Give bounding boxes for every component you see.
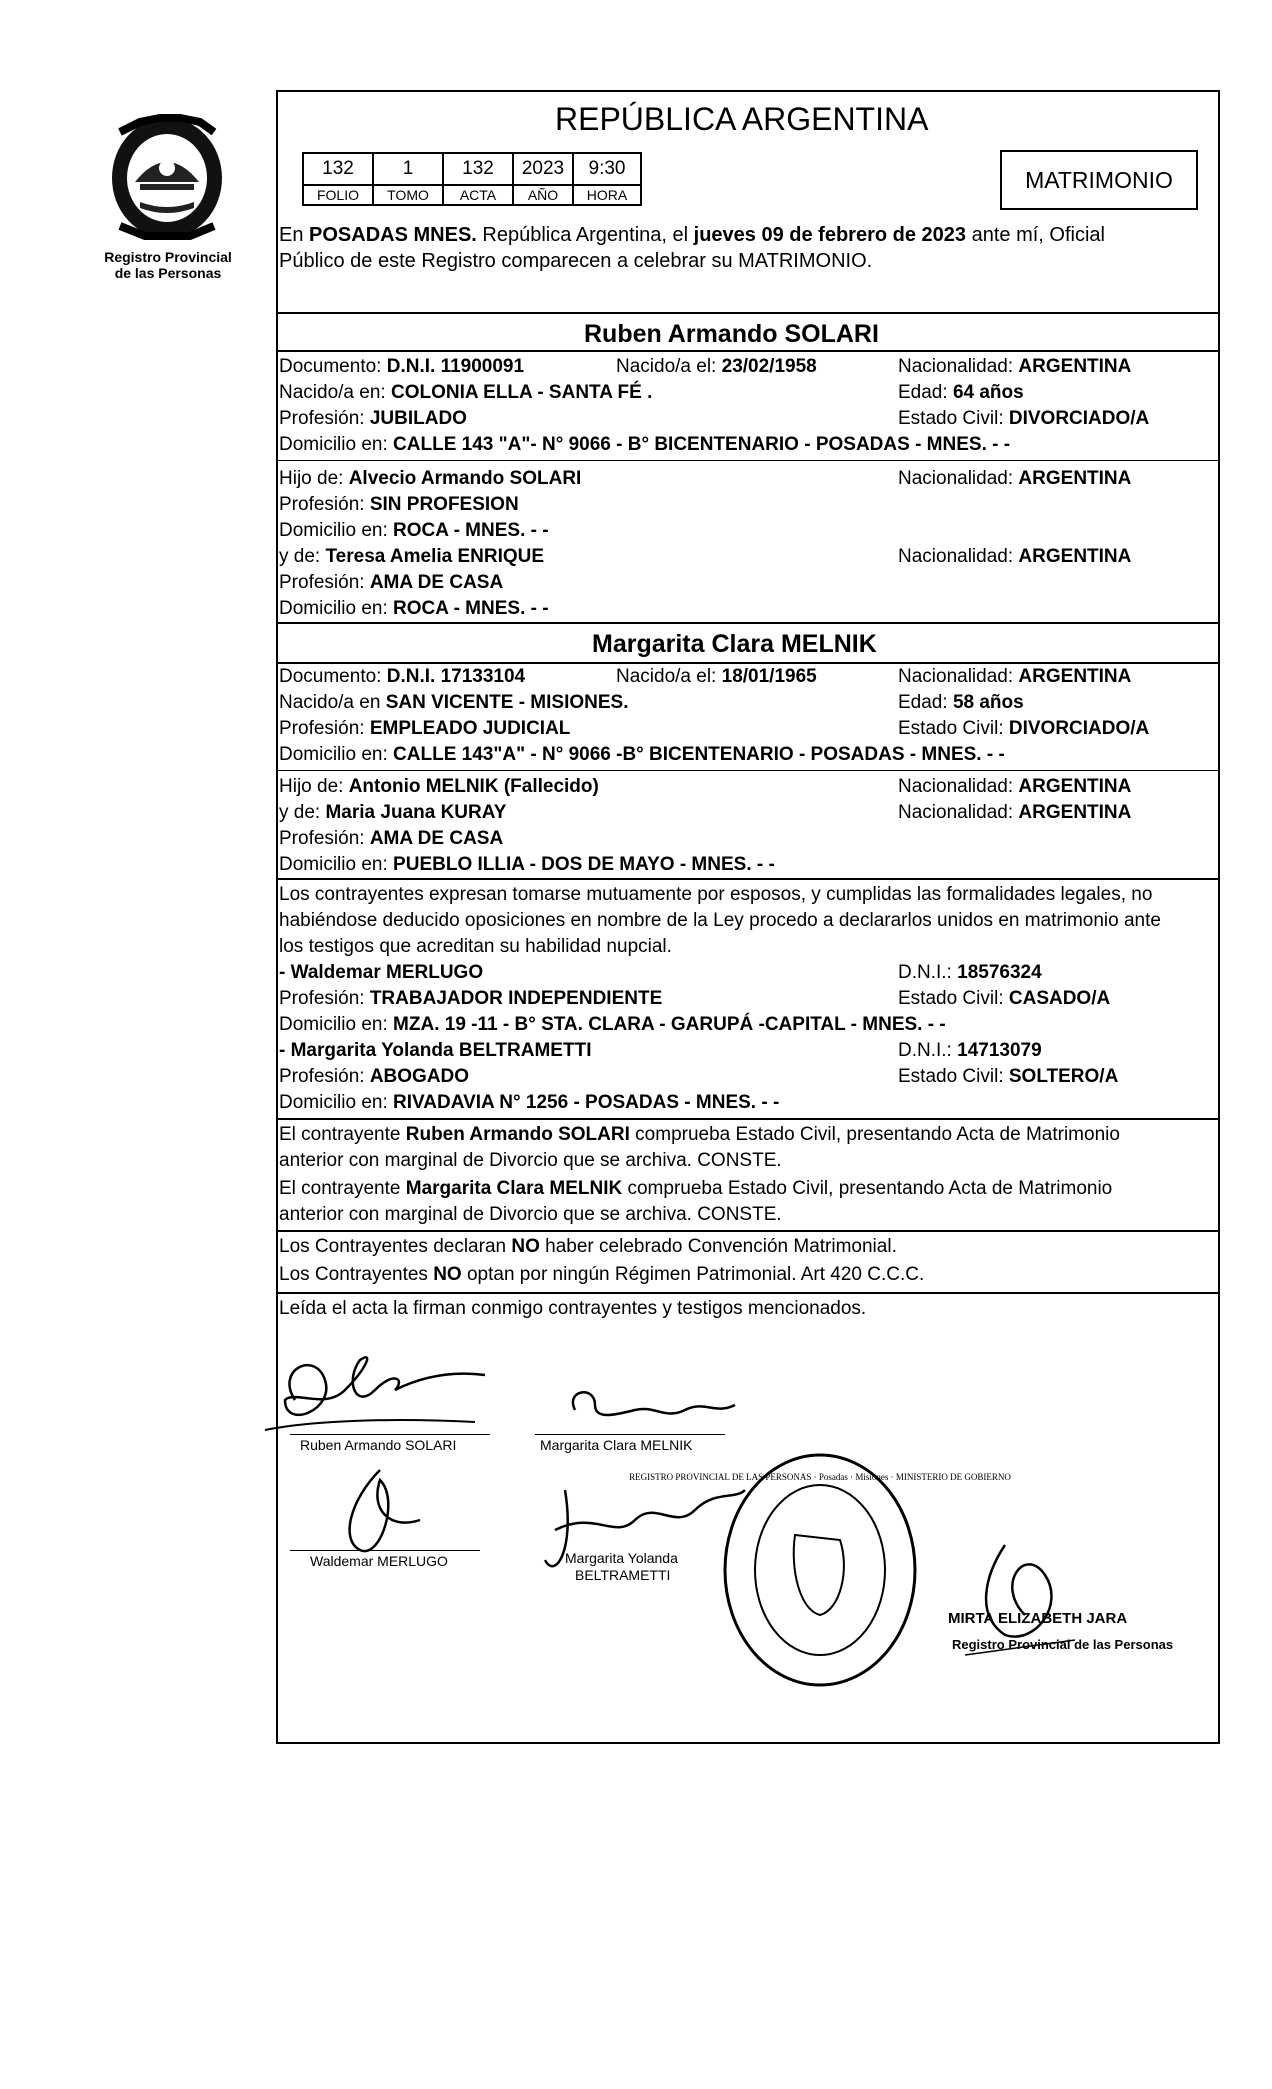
- registry-name-line1: Registro Provincial: [104, 249, 232, 265]
- tomo-label: TOMO: [373, 185, 443, 205]
- groom-born-row: [616, 356, 817, 378]
- declaration-line1: Los contrayentes expresan tomarse mutuamente por esposos, y cumplidas las formalidades legales, no: [279, 884, 1153, 905]
- witness1-address: MZA. 19 -11 - B° STA. CLARA - GARUPÁ -CAPITAL - MNES. - -: [393, 1014, 946, 1035]
- bride-nationality: ARGENTINA: [1018, 666, 1132, 687]
- label: Domicilio en:: [279, 520, 394, 541]
- text: comprueba Estado Civil, presentando Acta de Matrimonio: [629, 1124, 1120, 1145]
- groom-mother-nationality: ARGENTINA: [1018, 546, 1132, 567]
- label: Profesión:: [279, 1066, 370, 1087]
- witness1-civil-status: CASADO/A: [1008, 988, 1111, 1009]
- bride-mother-nationality: ARGENTINA: [1018, 802, 1132, 823]
- groom-age-row: [898, 382, 1024, 404]
- groom-mother-row: [279, 546, 544, 568]
- intro-place: POSADAS MNES.: [309, 224, 477, 246]
- groom-birthdate: 23/02/1958: [721, 356, 817, 377]
- page-title: REPÚBLICA ARGENTINA: [555, 101, 929, 137]
- label: Domicilio en:: [279, 434, 394, 455]
- witness1-profession: TRABAJADOR INDEPENDIENTE: [369, 988, 663, 1009]
- groom-profession: JUBILADO: [369, 408, 467, 429]
- regime-line-a: [279, 1236, 897, 1258]
- label: Nacionalidad:: [898, 802, 1019, 823]
- anio-value: 2023: [513, 153, 573, 185]
- hora-label: HORA: [573, 185, 641, 205]
- groom-father-nat-row: [898, 468, 1131, 490]
- civil-proof-b-line2: anterior con marginal de Divorcio que se archiva. CONSTE.: [279, 1204, 782, 1225]
- bride-birthplace-row: [279, 692, 629, 714]
- label: y de:: [279, 546, 326, 567]
- label: Estado Civil:: [898, 718, 1009, 739]
- label: Estado Civil:: [898, 1066, 1009, 1087]
- groom-mother-nat-row: [898, 546, 1131, 568]
- text: comprueba Estado Civil, presentando Acta de Matrimonio: [622, 1178, 1113, 1199]
- label: Domicilio en:: [279, 1092, 394, 1113]
- text: El contrayente: [279, 1178, 406, 1199]
- label: Documento:: [279, 666, 387, 687]
- groom-nat-row: [898, 356, 1131, 378]
- bride-age: 58 años: [952, 692, 1024, 713]
- anio-label: AÑO: [513, 185, 573, 205]
- bride-father-nationality: ARGENTINA: [1018, 776, 1132, 797]
- text: haber celebrado Convención Matrimonial.: [539, 1236, 897, 1257]
- stamp-text: REGISTRO PROVINCIAL DE LAS PERSONAS · Posadas · Misiones · MINISTERIO DE GOBIERNO: [629, 1472, 1011, 1482]
- label: Profesión:: [279, 494, 370, 515]
- text: Los Contrayentes declaran: [279, 1236, 512, 1257]
- bride-father: Antonio MELNIK (Fallecido): [348, 776, 599, 797]
- act-type-box: MATRIMONIO: [1000, 150, 1198, 210]
- groom-father: Alvecio Armando SOLARI: [348, 468, 582, 489]
- label: Profesión:: [279, 718, 370, 739]
- witness2-prof-row: [279, 1066, 469, 1088]
- official-registry-stamp: [629, 1440, 1011, 1700]
- closing-statement: Leída el acta la firman conmigo contrayentes y testigos mencionados.: [279, 1298, 867, 1319]
- intro-text: República Argentina, el: [476, 224, 694, 246]
- bride-mother: Maria Juana KURAY: [325, 802, 507, 823]
- bride-addr-row: [279, 744, 1005, 766]
- witness2-signature-label-1: Margarita Yolanda: [565, 1550, 678, 1566]
- witness2-profession: ABOGADO: [369, 1066, 470, 1087]
- intro-text: En: [279, 224, 310, 246]
- groom-civil-status: DIVORCIADO/A: [1008, 408, 1150, 429]
- bride-signature: [555, 1380, 755, 1440]
- bride-birthplace: SAN VICENTE - MISIONES.: [385, 692, 629, 713]
- witness2-address: RIVADAVIA N° 1256 - POSADAS - MNES. - -: [393, 1092, 780, 1113]
- witness2-civil-row: [898, 1066, 1118, 1088]
- label: y de:: [279, 802, 326, 823]
- bride-born-row: [616, 666, 817, 688]
- groom-birthplace: COLONIA ELLA - SANTA FÉ .: [390, 382, 653, 403]
- civil-proof-a-line2: anterior con marginal de Divorcio que se archiva. CONSTE.: [279, 1150, 782, 1171]
- acta-label: ACTA: [443, 185, 513, 205]
- label: Domicilio en:: [279, 744, 394, 765]
- bride-nat-row: [898, 666, 1131, 688]
- groom-father-prof-row: [279, 494, 519, 516]
- witness1-name: Waldemar MERLUGO: [290, 962, 484, 983]
- groom-name-ref: Ruben Armando SOLARI: [405, 1124, 630, 1145]
- groom-father-address: ROCA - MNES. - -: [393, 520, 549, 541]
- groom-father-nationality: ARGENTINA: [1018, 468, 1132, 489]
- witness1-signature-label: Waldemar MERLUGO: [310, 1553, 448, 1569]
- declaration-line3: los testigos que acreditan su habilidad nupcial.: [279, 936, 672, 957]
- label: D.N.I.:: [898, 962, 958, 983]
- bride-mother-profession: AMA DE CASA: [369, 828, 504, 849]
- groom-mother-prof-row: [279, 572, 503, 594]
- bride-address: CALLE 143"A" - N° 9066 -B° BICENTENARIO - POSADAS - MNES. - -: [393, 744, 1005, 765]
- tomo-value: 1: [373, 153, 443, 185]
- groom-father-profession: SIN PROFESION: [369, 494, 519, 515]
- groom-birthplace-row: [279, 382, 652, 404]
- groom-mother: Teresa Amelia ENRIQUE: [325, 546, 545, 567]
- groom-signature-label: Ruben Armando SOLARI: [300, 1437, 457, 1453]
- label: Edad:: [898, 692, 953, 713]
- bride-dni: D.N.I. 17133104: [386, 666, 526, 687]
- label: Hijo de:: [279, 776, 349, 797]
- groom-doc-row: [279, 356, 524, 378]
- text: NO: [433, 1264, 462, 1285]
- witness2-signature-label-2: BELTRAMETTI: [575, 1567, 671, 1583]
- label: Domicilio en:: [279, 1014, 394, 1035]
- label: D.N.I.:: [898, 1040, 958, 1061]
- bride-mother-nat-row: [898, 802, 1131, 824]
- label: Nacionalidad:: [898, 546, 1019, 567]
- label: Nacionalidad:: [898, 468, 1019, 489]
- hora-value: 9:30: [573, 153, 641, 185]
- bride-prof-row: [279, 718, 570, 740]
- witness2-name-row: [279, 1040, 591, 1062]
- groom-father-addr-row: [279, 520, 549, 542]
- groom-address: CALLE 143 "A"- N° 9066 - B° BICENTENARIO - POSADAS - MNES. - -: [393, 434, 1011, 455]
- groom-mother-profession: AMA DE CASA: [369, 572, 504, 593]
- bride-age-row: [898, 692, 1024, 714]
- acta-value: 132: [443, 153, 513, 185]
- label: -: [279, 962, 291, 983]
- declaration-line2: habiéndose deducido oposiciones en nombre de la Ley procedo a declararlos unidos en matrimonio ante: [279, 910, 1161, 931]
- witness2-dni: 14713079: [957, 1040, 1042, 1061]
- witness1-name-row: [279, 962, 483, 984]
- text: Los Contrayentes: [279, 1264, 434, 1285]
- official-name: MIRTA ELIZABETH JARA: [948, 1610, 1128, 1627]
- label: Edad:: [898, 382, 953, 403]
- groom-civil-row: [898, 408, 1149, 430]
- witness2-name: Margarita Yolanda BELTRAMETTI: [290, 1040, 592, 1061]
- folio-label: FOLIO: [303, 185, 373, 205]
- bride-father-row: [279, 776, 599, 798]
- bride-signature-label: Margarita Clara MELNIK: [540, 1437, 693, 1453]
- bride-parents-address: PUEBLO ILLIA - DOS DE MAYO - MNES. - -: [393, 854, 775, 875]
- bride-name-ref: Margarita Clara MELNIK: [405, 1178, 623, 1199]
- label: Nacido/a el:: [616, 666, 722, 687]
- groom-dni: D.N.I. 11900091: [386, 356, 525, 377]
- intro-date: jueves 09 de febrero de 2023: [693, 224, 967, 246]
- witness1-civil-row: [898, 988, 1110, 1010]
- groom-mother-address: ROCA - MNES. - -: [393, 598, 549, 619]
- groom-father-row: [279, 468, 581, 490]
- groom-prof-row: [279, 408, 467, 430]
- bride-doc-row: [279, 666, 525, 688]
- intro-text: ante mí, Oficial: [966, 224, 1105, 246]
- groom-addr-row: [279, 434, 1010, 456]
- label: Nacionalidad:: [898, 666, 1019, 687]
- label: Nacido/a en:: [279, 382, 391, 403]
- witness1-dni-row: [898, 962, 1042, 984]
- witness1-prof-row: [279, 988, 662, 1010]
- label: Profesión:: [279, 572, 370, 593]
- text: NO: [511, 1236, 540, 1257]
- groom-signature: [255, 1340, 505, 1440]
- act-reference-table: [302, 152, 642, 206]
- label: Nacionalidad:: [898, 356, 1019, 377]
- provincial-seal-logo: [100, 112, 234, 244]
- official-title: Registro Provincial de las Personas: [952, 1637, 1174, 1652]
- label: Profesión:: [279, 828, 370, 849]
- witness1-dni: 18576324: [957, 962, 1042, 983]
- bride-parents-prof-row: [279, 828, 503, 850]
- witness1-addr-row: [279, 1014, 946, 1036]
- label: Hijo de:: [279, 468, 349, 489]
- bride-parents-addr-row: [279, 854, 775, 876]
- folio-value: 132: [303, 153, 373, 185]
- label: Nacionalidad:: [898, 776, 1019, 797]
- groom-nationality: ARGENTINA: [1018, 356, 1132, 377]
- label: Estado Civil:: [898, 408, 1009, 429]
- bride-profession: EMPLEADO JUDICIAL: [369, 718, 571, 739]
- label: Domicilio en:: [279, 854, 394, 875]
- label: Estado Civil:: [898, 988, 1009, 1009]
- label: Domicilio en:: [279, 598, 394, 619]
- intro-line1: [279, 224, 1105, 246]
- registry-name-line2: de las Personas: [114, 265, 222, 281]
- label: Profesión:: [279, 988, 370, 1009]
- bride-name-header: Margarita Clara MELNIK: [592, 630, 877, 658]
- text: optan por ningún Régimen Patrimonial. Art 420 C.C.C.: [461, 1264, 925, 1285]
- witness2-dni-row: [898, 1040, 1042, 1062]
- groom-name-header: Ruben Armando SOLARI: [584, 320, 879, 348]
- label: Documento:: [279, 356, 387, 377]
- civil-proof-a-line1: [279, 1124, 1120, 1146]
- bride-civil-row: [898, 718, 1149, 740]
- civil-proof-b-line1: [279, 1178, 1112, 1200]
- label: -: [279, 1040, 291, 1061]
- witness2-addr-row: [279, 1092, 779, 1114]
- label: Nacido/a el:: [616, 356, 722, 377]
- groom-age: 64 años: [952, 382, 1024, 403]
- bride-mother-row: [279, 802, 506, 824]
- groom-mother-addr-row: [279, 598, 549, 620]
- regime-line-b: [279, 1264, 924, 1286]
- bride-father-nat-row: [898, 776, 1131, 798]
- bride-birthdate: 18/01/1965: [721, 666, 817, 687]
- label: Profesión:: [279, 408, 370, 429]
- bride-civil-status: DIVORCIADO/A: [1008, 718, 1150, 739]
- label: Nacido/a en: [279, 692, 386, 713]
- text: El contrayente: [279, 1124, 406, 1145]
- witness2-civil-status: SOLTERO/A: [1008, 1066, 1119, 1087]
- intro-line2: Público de este Registro comparecen a celebrar su MATRIMONIO.: [279, 250, 873, 272]
